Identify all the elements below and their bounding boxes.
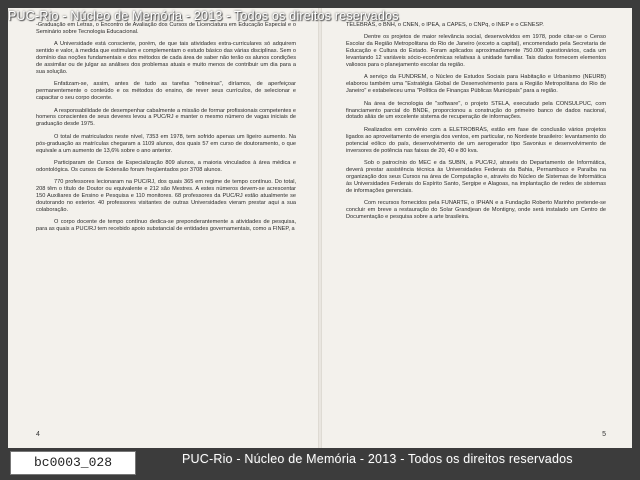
left-page [36,22,296,440]
watermark-bottom: PUC-Rio - Núcleo de Memória - 2013 - Todos os direitos reservados [182,452,573,466]
paragraph: Com recursos fornecidos pela FUNARTE, o IPHAN e a Fundação Roberto Marinho pretende-se concluir em breve a restauração do Solar Grandjean de Montigny, onde será instalado um Centro de Documentação e pesquisa sobre a arte brasileira. [346,200,606,220]
paragraph: Na área de tecnologia de "software", o projeto STELA, executado pela CONSULPUC, com financiamento parcial do BNDE, proporcionou a construção do primeiro banco de dados nacional, dotado aliás de um excelente sistema de recuperação de informações. [346,100,606,121]
book-spread [8,8,632,448]
paragraph: -Graduação em Letras, o Encontro de Avaliação dos Cursos de Licenciatura em Educação Especial e o Seminário sobre Tecnologia Educacional. [36,22,296,35]
paragraph: O total de matriculados neste nível, 7353 em 1978, tem sofrido apenas um ligeiro aumento. Na pós-graduação as matrículas chegaram a 1109 alunos, dos quais 57 em curso de doutoramento, o que equivale a um aumento de 13,6% sobre o ano anterior. [36,133,296,154]
paragraph: A Universidade está consciente, porém, de que tais atividades extra-curriculares só adquirem sentido e valor, à medida que estimulam e complementam o estudo básico das várias disciplinas. Sem o domínio das noções fundamentais e dos métodos de cada área de saber não terão os alunos condições de assimilar ou de julgar as análises dos problemas atuais e muito menos de contribuir um dia para a sua solução. [36,41,296,75]
paragraph: A serviço da FUNDREM, o Núcleo de Estudos Sociais para Habitação e Urbanismo (NEURB) elaborou também uma "Estratégia Global de Desenvolvimento para a Região Metropolitana do Rio de Janeiro" e estabeleceu uma "Política de Finanças Públicas Municipais" para a região. [346,74,606,95]
watermark-top: PUC-Rio - Núcleo de Memória - 2013 - Todos os direitos reservados [8,9,399,23]
right-page-number: 5 [602,431,606,438]
paragraph: O corpo docente de tempo contínuo dedica-se preponderantemente a atividades de pesquisa, para as quais a PUC/RJ tem recebido apoio substancial de entidades governamentais, como a FINEP, a [36,219,296,233]
left-page-number: 4 [36,431,40,438]
paragraph: Participaram de Cursos de Especialização 809 alunos, a maioria vinculados à área médica e odontológica. Os cursos de Extensão foram freqüentados por 3708 alunos. [36,160,296,173]
book-fold [318,8,322,448]
right-page [346,22,606,440]
paragraph: Enfatizam-se, assim, antes de tudo as tarefas "rotineiras", diríamos, de aperfeiçoar permanentemente o conteúdo e os métodos do ensino, de rever seus currículos, de selecionar e capacitar o seu corpo docente. [36,81,296,102]
paragraph: Dentre os projetos de maior relevância social, desenvolvidos em 1978, pode citar-se o Censo Escolar da Região Metropolitana do Rio de Janeiro (exceto a capital), encomendado pela Secretaria de Educação e Cultura do Estado. Foram aplicados aproximadamente 750.000 questionários, cada um levantando 12 variáveis sócio-econômicas relativas à unidade familiar. Tais dados fornecem elementos valiosos para o planejamento escolar da região. [346,34,606,69]
paragraph: Sob o patrocínio do MEC e da SUBIN, a PUC/RJ, através do Departamento de Informática, deverá prestar assistência técnica às Universidades Federais da Bahia, Pernambuco e Paraíba na organização dos seus Cursos na área de Computação e, através do Núcleo de Sistemas de Informática às Universidades Federais do Espírito Santo, Sergipe e Alagoas, na implantação de redes de sistemas de informações gerenciais. [346,160,606,194]
paragraph: A responsabilidade de desempenhar cabalmente a missão de formar profissionais competentes e homens conscientes de seus deveres levou a PUC/RJ e manter o mesmo número de vagas iniciais de graduação desde 1975. [36,107,296,128]
paragraph: Realizados em convênio com a ELETROBRÁS, estão em fase de conclusão vários projetos ligados ao aproveitamento de energia dos ventos, em particular, no Nordeste brasileiro: levantamento do potencial eólico do país, desenvolvimento de um aerogerador tipo Savonius e desenvolvimento de inversores de potência nas faixas de 20, 40 e 80 kva. [346,126,606,154]
paragraph: 770 professores lecionaram na PUC/RJ, dos quais 365 em regime de tempo contínuo. Do total, 208 têm o título de Doutor ou equivalente e 212 são Mestres. A estes números devem-se acrescentar 150 Auxiliares de Ensino e Pesquisa e 110 monitores. 68 professores da PUC/RJ estão atualmente se doutorando no exterior. 40 professores visitantes de outras Universidades vieram prestar aqui a sua colaboração. [36,179,296,213]
right-page-body [346,22,606,221]
document-id-label: bc0003_028 [10,451,136,475]
left-page-body [36,22,296,233]
paragraph: TELEBRÁS, o BNH, o CNEN, o IPEA, a CAPES, o CNPq, o INEP e o CENESP. [346,22,544,28]
